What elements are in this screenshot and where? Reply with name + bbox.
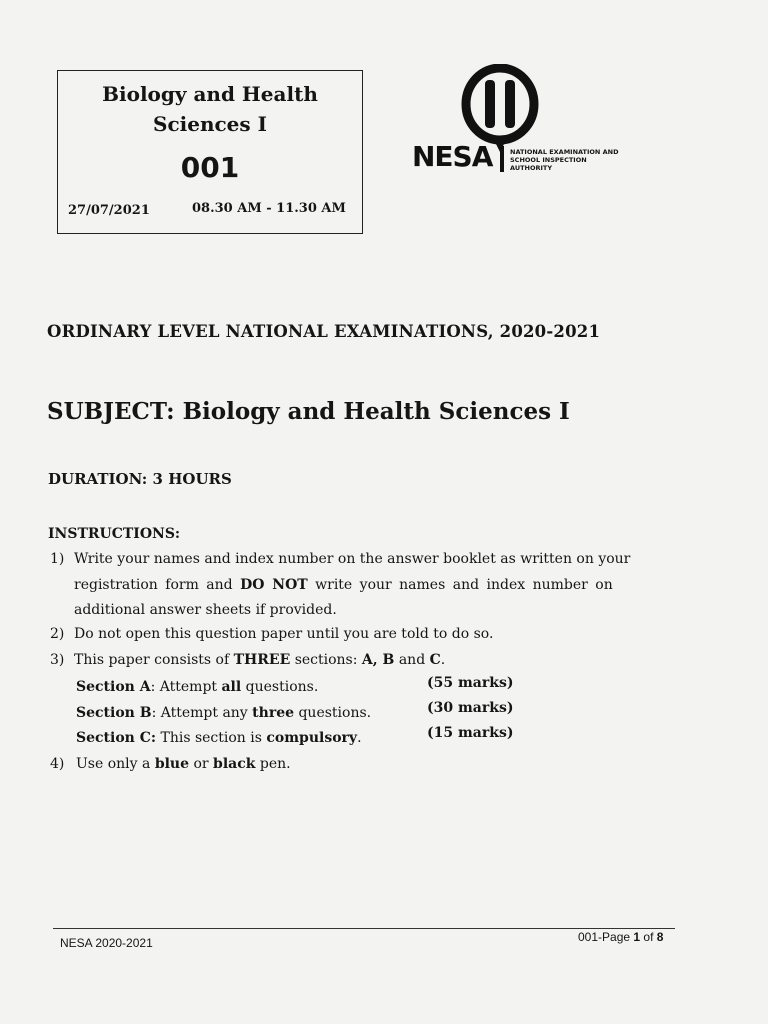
header-subject-line1: Biology and Health — [102, 82, 318, 106]
instruction-4 — [76, 754, 291, 774]
page-number-prefix: 001-Page — [578, 930, 634, 944]
instruction-number-1: 1) — [50, 551, 65, 567]
instruction-4-or: or — [189, 756, 214, 772]
section-a-label: Section A — [76, 679, 151, 695]
instruction-2: Do not open this question paper until you are told to do so. — [74, 626, 494, 642]
section-c-compulsory: compulsory — [266, 730, 358, 746]
section-b-text-b: questions. — [294, 705, 372, 721]
nesa-fullname-line3: AUTHORITY — [510, 164, 553, 172]
section-a-row — [76, 677, 318, 697]
exam-date: 27/07/2021 — [68, 203, 150, 218]
instruction-1-line2 — [74, 575, 613, 595]
section-c-text-b: . — [357, 730, 362, 746]
instruction-1-emphasis: DO NOT — [240, 577, 308, 593]
section-b-marks: (30 marks) — [427, 700, 514, 716]
instruction-3 — [74, 650, 445, 670]
instruction-number-4: 4) — [50, 756, 65, 772]
nesa-fullname-line2: SCHOOL INSPECTION — [510, 156, 587, 164]
nesa-acronym: NESA — [412, 140, 493, 173]
logo-divider — [500, 146, 504, 172]
section-c-row — [76, 728, 362, 748]
section-b-three: three — [252, 705, 295, 721]
exam-time: 08.30 AM - 11.30 AM — [192, 201, 346, 216]
section-a-text-b: questions. — [241, 679, 319, 695]
header-subject-line2: Sciences I — [153, 112, 267, 136]
exam-level-heading: ORDINARY LEVEL NATIONAL EXAMINATIONS, 2020-2021 — [47, 322, 601, 341]
footer-left-text: NESA 2020-2021 — [60, 936, 153, 950]
instruction-3-text-b: sections: — [290, 652, 362, 668]
section-a-text-a: : Attempt — [150, 679, 222, 695]
page-number-of: of — [640, 930, 657, 944]
instruction-3-three: THREE — [233, 652, 291, 668]
instruction-4-text-b: pen. — [255, 756, 291, 772]
nesa-fullname — [510, 148, 640, 172]
instruction-3-and: and — [394, 652, 430, 668]
instruction-1-line3: additional answer sheets if provided. — [74, 602, 337, 618]
exam-header-box — [57, 70, 363, 234]
section-c-text-a: This section is — [156, 730, 267, 746]
header-subject-title — [58, 79, 362, 139]
section-b-row — [76, 703, 371, 723]
instructions-heading: INSTRUCTIONS: — [48, 526, 181, 542]
subject-heading: SUBJECT: Biology and Health Sciences I — [47, 398, 570, 425]
instruction-3-end: . — [440, 652, 446, 668]
section-a-all: all — [221, 679, 242, 695]
section-c-marks: (15 marks) — [427, 725, 514, 741]
instruction-1-text-a: registration form and — [74, 577, 241, 593]
instruction-number-2: 2) — [50, 626, 65, 642]
footer-divider — [53, 928, 675, 929]
paper-code: 001 — [180, 151, 240, 184]
instruction-3-sections-ab: A, B — [361, 652, 395, 668]
nesa-fullname-line1: NATIONAL EXAMINATION AND — [510, 148, 619, 156]
instruction-3-section-c: C — [429, 652, 441, 668]
section-b-text-a: : Attempt any — [151, 705, 253, 721]
duration-heading: DURATION: 3 HOURS — [48, 470, 232, 488]
section-c-label: Section C: — [76, 730, 157, 746]
instruction-1-line1: Write your names and index number on the answer booklet as written on your — [74, 551, 631, 567]
page-number — [578, 930, 663, 944]
page-number-total: 8 — [656, 930, 664, 944]
instruction-4-text-a: Use only a — [76, 756, 155, 772]
instruction-4-blue: blue — [154, 756, 190, 772]
section-b-label: Section B — [76, 705, 152, 721]
instruction-number-3: 3) — [50, 652, 65, 668]
instruction-4-black: black — [213, 756, 256, 772]
section-a-marks: (55 marks) — [427, 675, 514, 691]
page-number-current: 1 — [633, 930, 641, 944]
instruction-3-text-a: This paper consists of — [74, 652, 234, 668]
instruction-1-text-b: write your names and index number on — [307, 577, 613, 593]
